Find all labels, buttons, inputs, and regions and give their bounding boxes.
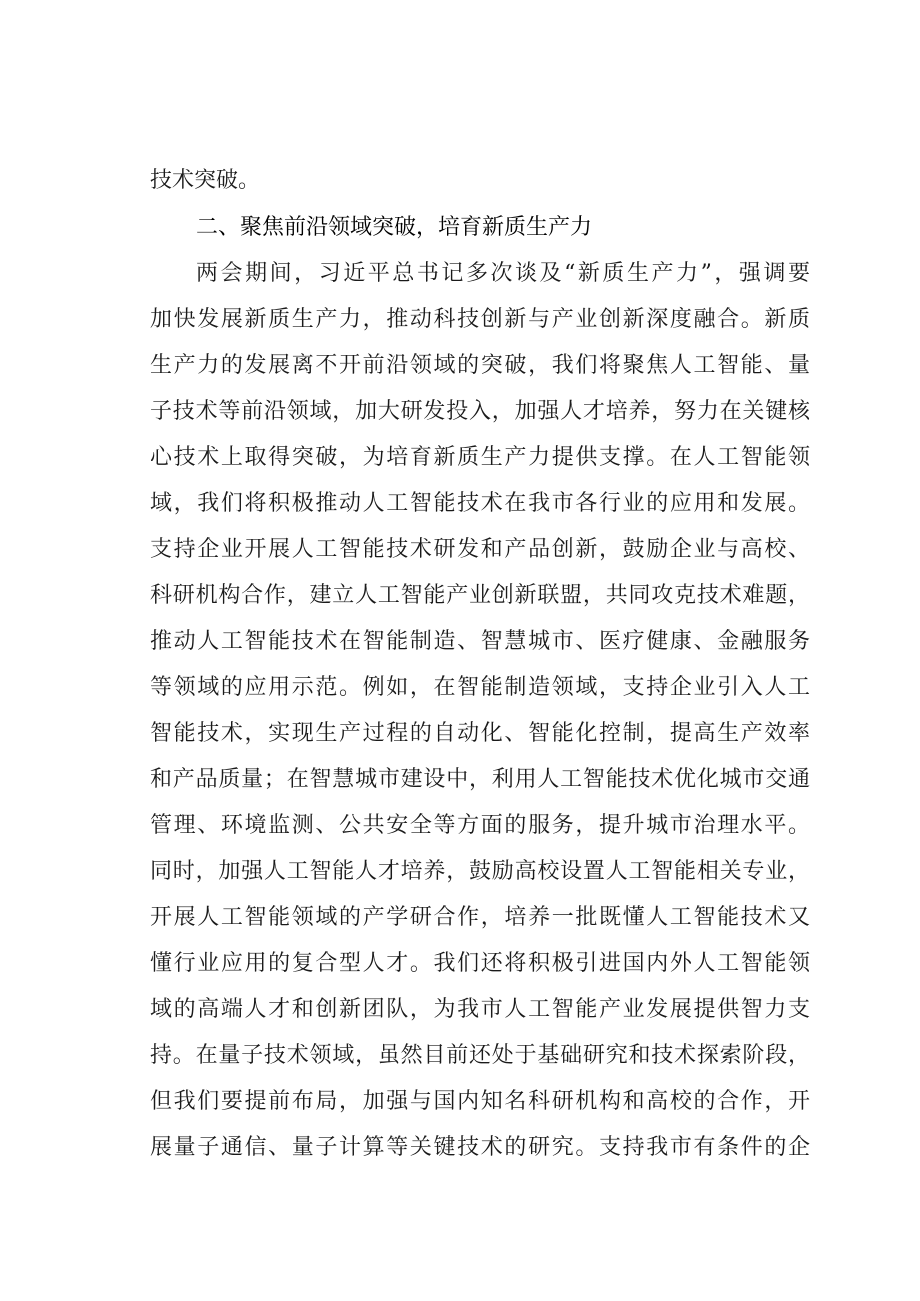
body-line: 域，我们将积极推动人工智能技术在我市各行业的应用和发展。 [150,491,810,516]
body-line: 加快发展新质生产力，推动科技创新与产业创新深度融合。新质 [150,307,810,332]
prev-paragraph-tail: 技术突破。 [150,168,261,193]
body-line: 支持企业开展人工智能技术研发和产品创新，鼓励企业与高校、 [150,537,810,562]
body-line: 同时，加强人工智能人才培养，鼓励高校设置人工智能相关专业， [150,859,810,884]
body-line: 生产力的发展离不开前沿领域的突破，我们将聚焦人工智能、量 [150,353,810,378]
body-line: 懂行业应用的复合型人才。我们还将积极引进国内外人工智能领 [150,951,810,976]
body-line: 域的高端人才和创新团队，为我市人工智能产业发展提供智力支 [150,997,810,1022]
body-line: 科研机构合作，建立人工智能产业创新联盟，共同攻克技术难题， [150,583,810,608]
body-line: 但我们要提前布局，加强与国内知名科研机构和高校的合作，开 [150,1089,810,1114]
body-line: 两会期间，习近平总书记多次谈及“新质生产力”，强调要 [196,261,810,286]
body-line: 子技术等前沿领域，加大研发投入，加强人才培养，努力在关键核 [150,399,810,424]
body-line: 智能技术，实现生产过程的自动化、智能化控制，提高生产效率 [150,721,810,746]
body-line: 管理、环境监测、公共安全等方面的服务，提升城市治理水平。 [150,813,810,838]
section-heading: 二、聚焦前沿领域突破，培育新质生产力 [196,215,593,240]
body-line: 等领域的应用示范。例如，在智能制造领域，支持企业引入人工 [150,675,810,700]
body-line: 持。在量子技术领域，虽然目前还处于基础研究和技术探索阶段， [150,1043,810,1068]
body-line: 和产品质量；在智慧城市建设中，利用人工智能技术优化城市交通 [150,767,810,792]
body-line: 开展人工智能领域的产学研合作，培养一批既懂人工智能技术又 [150,905,810,930]
body-line: 心技术上取得突破，为培育新质生产力提供支撑。在人工智能领 [150,445,810,470]
body-line: 推动人工智能技术在智能制造、智慧城市、医疗健康、金融服务 [150,629,810,654]
body-line: 展量子通信、量子计算等关键技术的研究。支持我市有条件的企 [150,1135,810,1160]
